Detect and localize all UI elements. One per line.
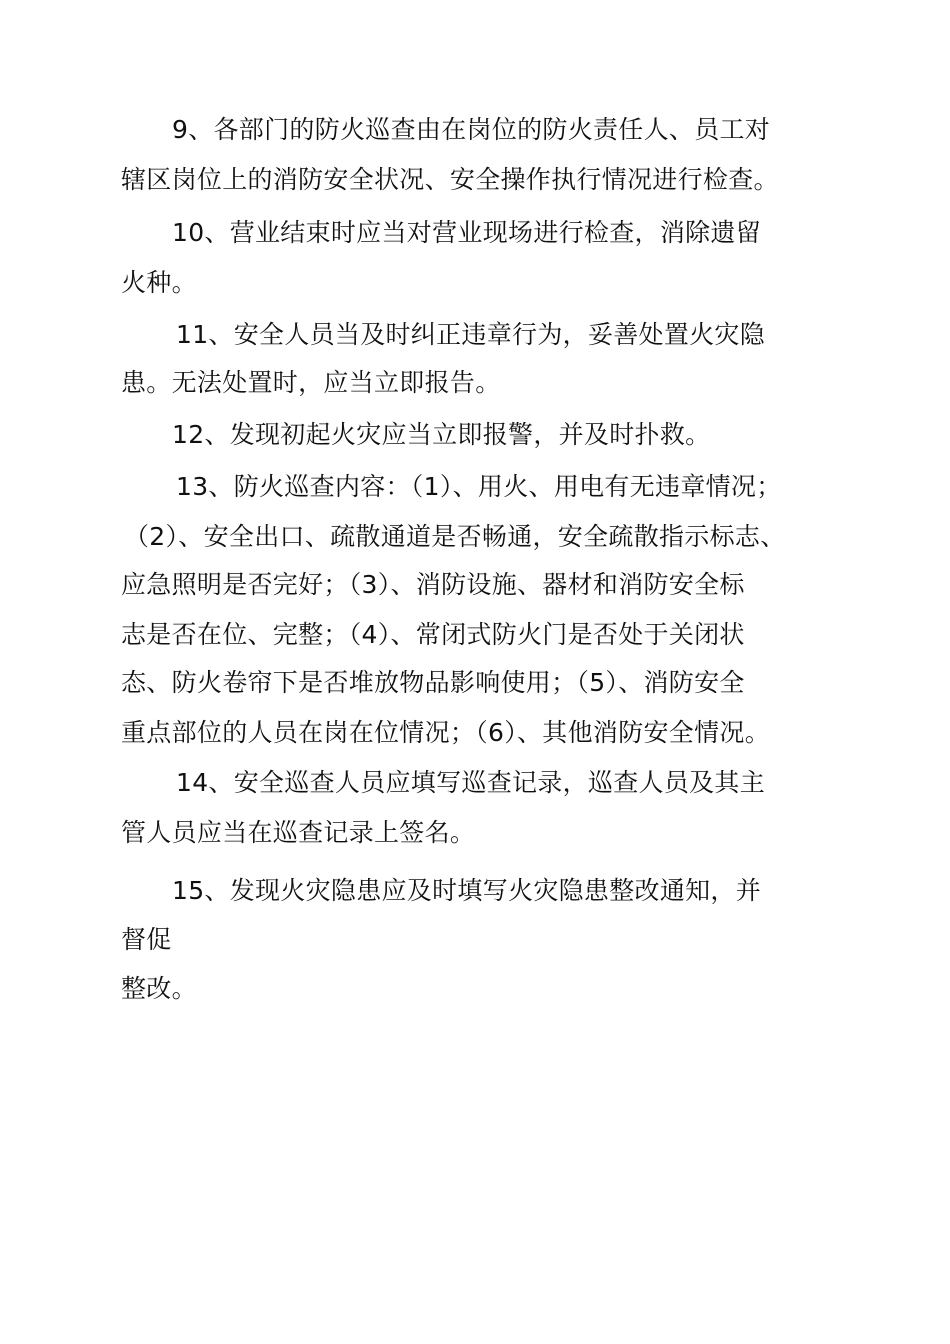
paragraph-14-line-2: 管人员应当在巡查记录上签名。 bbox=[121, 818, 476, 847]
paragraph-13-line-4: 志是否在位、完整；（4）、常闭式防火门是否处于关闭状 bbox=[121, 620, 745, 649]
paragraph-9-line-1: 9、各部门的防火巡查由在岗位的防火责任人、员工对 bbox=[172, 115, 771, 144]
paragraph-15-line-2: 督促 bbox=[121, 925, 172, 954]
paragraph-10-line-1: 10、营业结束时应当对营业现场进行检查，消除遗留 bbox=[172, 218, 762, 247]
paragraph-10-line-2: 火种。 bbox=[121, 268, 197, 297]
paragraph-15-line-1: 15、发现火灾隐患应及时填写火灾隐患整改通知，并 bbox=[172, 876, 762, 905]
paragraph-13-line-1: 13、防火巡查内容：（1）、用火、用电有无违章情况； bbox=[176, 472, 782, 501]
paragraph-12-line-1: 12、发现初起火灾应当立即报警，并及时扑救。 bbox=[172, 420, 711, 449]
paragraph-9-line-2: 辖区岗位上的消防安全状况、安全操作执行情况进行检查。 bbox=[121, 165, 779, 194]
paragraph-13-line-2: （2）、安全出口、疏散通道是否畅通，安全疏散指示标志、 bbox=[124, 522, 786, 551]
paragraph-15-line-3: 整改。 bbox=[121, 974, 197, 1003]
paragraph-13-line-6: 重点部位的人员在岗在位情况；（6）、其他消防安全情况。 bbox=[121, 718, 771, 747]
paragraph-11-line-2: 患。无法处置时，应当立即报告。 bbox=[121, 368, 501, 397]
paragraph-13-line-3: 应急照明是否完好；（3）、消防设施、器材和消防安全标 bbox=[121, 570, 745, 599]
paragraph-14-line-1: 14、安全巡查人员应填写巡查记录，巡查人员及其主 bbox=[176, 768, 766, 797]
paragraph-11-line-1: 11、安全人员当及时纠正违章行为，妥善处置火灾隐 bbox=[176, 320, 766, 349]
paragraph-13-line-5: 态、防火卷帘下是否堆放物品影响使用；（5）、消防安全 bbox=[121, 668, 745, 697]
